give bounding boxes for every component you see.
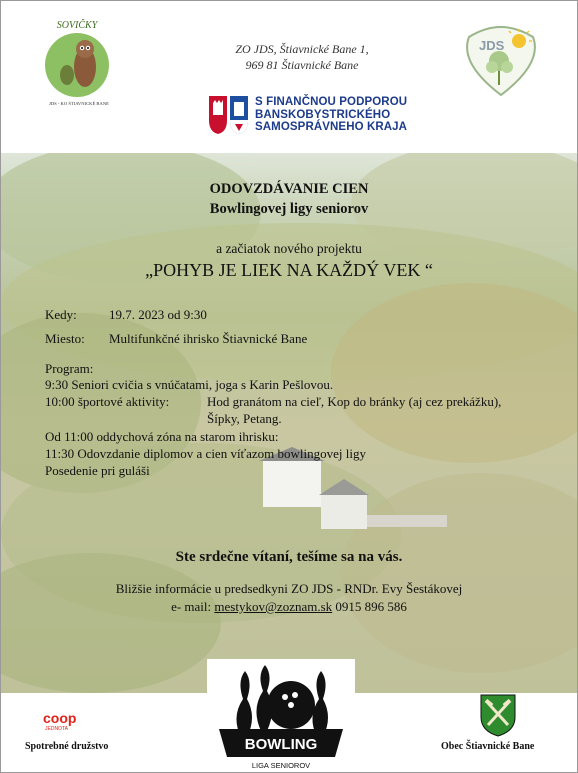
program-line2-label: 10:00 športové aktivity: <box>45 394 170 409</box>
coop-jednota-logo <box>23 705 113 745</box>
address-line2: 969 81 Štiavnické Bane <box>245 58 359 72</box>
program-line2-value-b: Šípky, Petang. <box>207 411 282 426</box>
program-line1: 9:30 Seniori cvičia s vnúčatami, joga s Karin Pešlovou. <box>45 377 334 392</box>
when-value: 19.7. 2023 od 9:30 <box>109 307 207 322</box>
jds-logo <box>459 23 543 97</box>
sponsor-line3: SAMOSPRÁVNEHO KRAJA <box>255 121 408 133</box>
program-line3: Od 11:00 oddychová zóna na starom ihrisku: <box>45 429 279 444</box>
sponsor-bbsk <box>207 93 427 139</box>
when-label: Kedy: <box>45 307 77 322</box>
program-heading: Program: <box>45 361 94 376</box>
svg-text:coop: coop <box>43 710 77 726</box>
sovicky-owl-logo <box>41 19 117 107</box>
project-name: „POHYB JE LIEK NA KAŽDÝ VEK “ <box>145 260 433 280</box>
contact-line1: Bližšie informácie u predsedkyni ZO JDS - RNDr. Evy Šestákovej <box>115 581 463 596</box>
project-intro: a začiatok nového projektu <box>216 241 362 256</box>
program-line2-value-a: Hod granátom na cieľ, Kop do bránky (aj cez prekážku), <box>207 394 502 409</box>
sponsor-text <box>255 96 407 134</box>
address <box>197 41 407 73</box>
coop-logo-sub: JEDNOTA <box>45 726 68 732</box>
welcome-text: Ste srdečne vítaní, tešíme sa na vás. <box>175 549 403 565</box>
email-link[interactable]: mestykov@zoznam.sk <box>214 599 333 614</box>
sponsor-line1: S FINANČNOU PODPOROU <box>255 96 408 108</box>
header <box>1 1 577 153</box>
contact-line2 <box>1 599 577 615</box>
event-title-line2: Bowlingovej ligy seniorov <box>209 201 369 217</box>
bowling-logo-title: BOWLING <box>244 736 318 753</box>
sovicky-subtitle: JDS - KO ŠTIAVNICKÉ BANE <box>49 101 109 106</box>
email-label: e- mail: <box>171 599 212 614</box>
phone-number: 0915 896 586 <box>335 599 407 614</box>
program-line5: Posedenie pri guláši <box>45 463 150 478</box>
sovicky-title: SOVIČKY <box>56 20 98 31</box>
sponsor-line2: BANSKOBYSTRICKÉHO <box>255 108 391 121</box>
jds-logo-text: JDS <box>479 38 505 53</box>
where-value: Multifunkčné ihrisko Štiavnické Bane <box>109 331 308 346</box>
bbsk-crest-icon <box>207 94 251 136</box>
where-label: Miesto: <box>45 331 85 346</box>
bowling-liga-logo <box>207 659 355 772</box>
coop-label: Spotrebné družstvo <box>25 741 109 752</box>
event-title-line1: ODOVZDÁVANIE CIEN <box>209 181 369 197</box>
bowling-logo-sub: LIGA SENIOROV <box>251 761 311 770</box>
program-line4: 11:30 Odovzdanie diplomov a cien víťazom bowlingovej ligy <box>45 446 366 461</box>
obec-label: Obec Štiavnické Bane <box>441 741 535 752</box>
footer <box>1 693 577 772</box>
address-line1: ZO JDS, Štiavnické Bane 1, <box>235 42 369 56</box>
obec-crest-icon <box>479 693 517 737</box>
